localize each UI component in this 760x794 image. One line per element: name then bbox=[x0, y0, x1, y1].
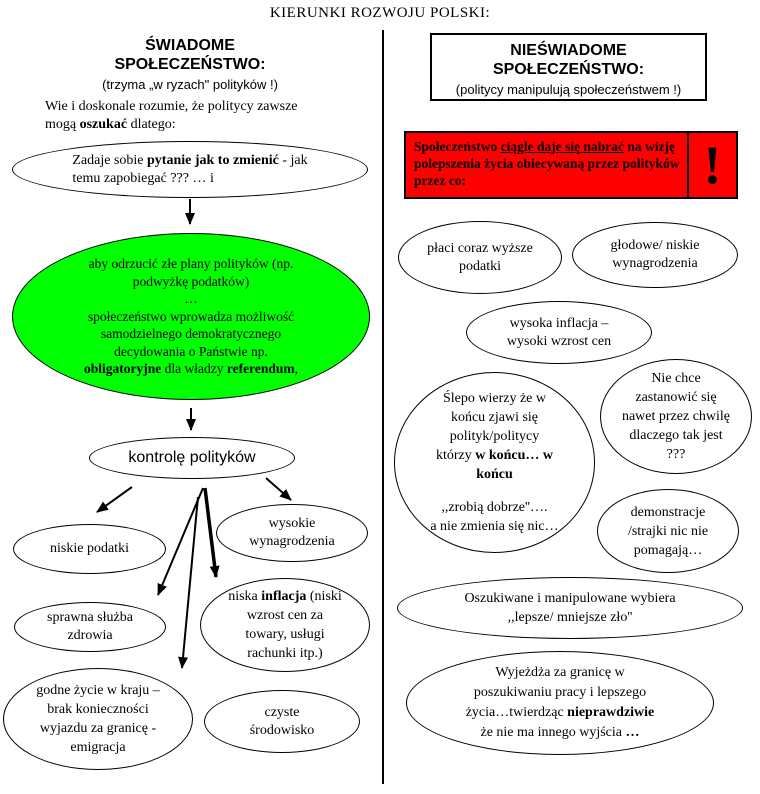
low-inflation-line4: rachunki itp.) bbox=[247, 646, 323, 661]
blind-faith-line5: końcu bbox=[476, 467, 513, 482]
arrow-control-to-wages bbox=[266, 478, 291, 500]
red-warning-text: Społeczeństwo ciągle daje się nabrać na wizję polepszenia życia obiecywaną przez polityków przez co: bbox=[414, 139, 680, 188]
left-column-header bbox=[30, 36, 350, 92]
node-emigration-ellipse bbox=[406, 651, 714, 755]
arrow-control-to-taxes bbox=[97, 487, 132, 512]
left-header-line1: ŚWIADOME bbox=[145, 37, 235, 54]
arrow-control-to-life bbox=[182, 497, 198, 668]
right-header-line2: SPOŁECZEŃSTWO: bbox=[492, 61, 645, 78]
high-wages-label: wysokie wynagrodzenia bbox=[249, 516, 335, 549]
arrow-control-to-health bbox=[158, 488, 203, 595]
arrow-control-to-inflation bbox=[205, 488, 216, 577]
blind-faith-line3: polityk/politycy bbox=[449, 429, 540, 444]
right-header-line1: NIEŚWIADOME bbox=[510, 42, 627, 59]
strikes-label: demonstracje /strajki nic nie pomagają… bbox=[627, 504, 709, 558]
emigration-line2: poszukiwaniu pracy i lepszego bbox=[473, 685, 647, 700]
red-warning-box bbox=[404, 131, 738, 199]
node-control-ellipse bbox=[89, 437, 295, 479]
lesser-evil-line2: ,,lepsze/ mniejsze zło'' bbox=[507, 610, 633, 625]
node-blind-faith-ellipse bbox=[394, 372, 595, 553]
control-label: kontrolę polityków bbox=[128, 449, 256, 466]
left-header-subtitle: (trzyma „w ryzach" polityków !) bbox=[102, 77, 278, 92]
emigration-line3: życia…twierdząc nieprawdziwie bbox=[465, 705, 655, 720]
node-no-reflection-ellipse bbox=[600, 359, 752, 474]
right-header-subtitle: (politycy manipulują społeczeństwem !) bbox=[455, 82, 682, 97]
starvation-wages-label: głodowe/ niskie wynagrodzenia bbox=[610, 238, 700, 271]
clean-environment-label: czyste środowisko bbox=[249, 704, 315, 738]
node-high-wages-ellipse bbox=[216, 504, 368, 562]
blind-faith-line1: Ślepo wierzy że w bbox=[442, 391, 546, 406]
intro-line2: mogą oszukać dlatego: bbox=[45, 117, 176, 132]
green-line2: podwyżkę podatków) bbox=[132, 273, 250, 289]
node-health-service-ellipse bbox=[14, 602, 166, 652]
green-line4: społeczeństwo wprowadza możliwość bbox=[87, 308, 295, 324]
green-line3: … bbox=[184, 291, 198, 307]
high-inflation-label: wysoka inflacja – wysoki wzrost cen bbox=[506, 315, 612, 349]
blind-faith-line4: którzy w końcu… w bbox=[435, 448, 554, 463]
node-strikes-ellipse bbox=[597, 489, 739, 573]
lesser-evil-line1: Oszukiwane i manipulowane wybiera bbox=[464, 591, 676, 606]
emigration-line4: że nie ma innego wyjścia … bbox=[480, 725, 640, 740]
low-inflation-line2: wzrost cen za bbox=[246, 608, 324, 623]
low-inflation-line3: towary, usługi bbox=[245, 627, 325, 642]
node-clean-environment-ellipse bbox=[204, 690, 360, 753]
green-line5: samodzielnego demokratycznego bbox=[100, 326, 282, 342]
left-intro-text bbox=[45, 98, 350, 134]
node-higher-taxes-ellipse bbox=[398, 221, 562, 294]
node-high-inflation-ellipse bbox=[466, 301, 652, 364]
question-line2: temu zapobiegać ??? … i bbox=[72, 170, 214, 186]
decent-life-label: godne życie w kraju – brak konieczności wyjazdu za granicę - emigracja bbox=[36, 683, 160, 755]
blind-faith-line2: końcu zjawi się bbox=[450, 410, 539, 425]
no-reflection-label: Nie chce zastanowić się nawet przez chwilę dlaczego tak jest ??? bbox=[621, 371, 731, 462]
low-inflation-line1: niska inflacja (niski bbox=[228, 589, 342, 604]
green-line1: aby odrzucić złe plany polityków (np. bbox=[88, 256, 294, 272]
blind-faith-line7: a nie zmienia się nic… bbox=[430, 519, 559, 534]
higher-taxes-label: płaci coraz wyższe podatki bbox=[427, 240, 533, 274]
node-lesser-evil-ellipse bbox=[397, 577, 743, 639]
question-line1: Zadaje sobie pytanie jak to zmienić - jak bbox=[72, 152, 308, 168]
green-line7: obligatoryjne dla władzy referendum, bbox=[84, 361, 298, 377]
health-service-label: sprawna służba zdrowia bbox=[47, 610, 133, 643]
node-question-ellipse bbox=[12, 141, 368, 198]
page-title: KIERUNKI ROZWOJU POLSKI: bbox=[269, 5, 491, 21]
intro-line1: Wie i doskonale rozumie, że politycy zawsze bbox=[45, 99, 298, 114]
low-taxes-label: niskie podatki bbox=[50, 541, 129, 556]
green-line6: decydowania o Państwie np. bbox=[114, 343, 268, 359]
node-green-referendum-ellipse bbox=[12, 233, 370, 400]
node-low-taxes-ellipse bbox=[13, 524, 166, 574]
node-starvation-wages-ellipse bbox=[572, 222, 738, 288]
emigration-line1: Wyjeżdża za granicę w bbox=[495, 665, 625, 680]
node-decent-life-ellipse bbox=[3, 668, 193, 770]
blind-faith-line6: ,,zrobią dobrze''…. bbox=[441, 500, 548, 515]
exclamation-mark: ! bbox=[687, 133, 736, 197]
right-column-header-box bbox=[430, 33, 707, 101]
left-header-line2: SPOŁECZEŃSTWO: bbox=[114, 56, 266, 73]
node-low-inflation-ellipse bbox=[200, 578, 370, 672]
